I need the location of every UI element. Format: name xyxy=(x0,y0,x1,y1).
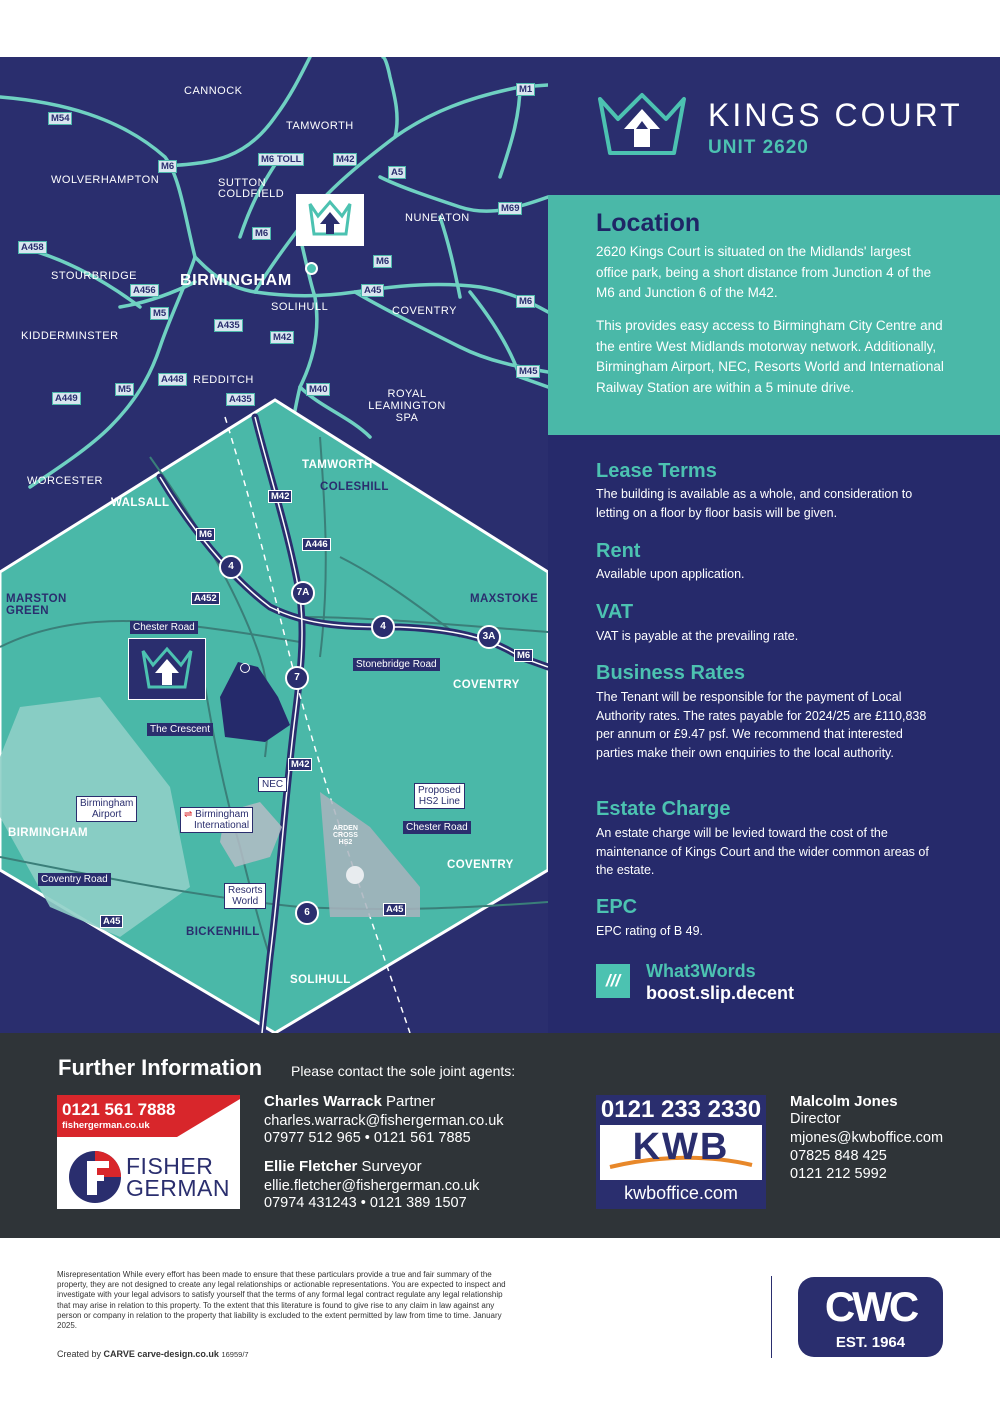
road-m5: M5 xyxy=(150,307,169,320)
place-cannock: CANNOCK xyxy=(184,85,243,97)
brand-title: KINGS COURT xyxy=(708,97,963,133)
rail-icon: ⇌ xyxy=(184,809,193,820)
road-m1: M1 xyxy=(516,83,535,96)
fisher-german-logo[interactable] xyxy=(57,1095,240,1209)
junction-7: 7 xyxy=(285,666,309,690)
overview-site-marker xyxy=(296,194,364,246)
agent-3-name: Malcolm Jones xyxy=(790,1093,898,1110)
business-rates-heading: Business Rates xyxy=(596,662,745,684)
epc-text: EPC rating of B 49. xyxy=(596,924,704,938)
label-airport-2: Airport xyxy=(91,809,122,820)
rent-heading: Rent xyxy=(596,540,641,562)
label-arden-1: ARDEN xyxy=(333,825,358,832)
inset-road-m6-b: M6 xyxy=(514,649,533,662)
label-arden-2: CROSS xyxy=(333,832,358,839)
label-bhx-2: International xyxy=(194,820,250,831)
created-prefix: Created by xyxy=(57,1349,102,1359)
place-wolverhampton: WOLVERHAMPTON xyxy=(51,174,160,186)
cwc-established: EST. 1964 xyxy=(835,1334,906,1351)
road-a5: A5 xyxy=(388,166,406,179)
road-m45: M45 xyxy=(516,365,540,378)
junction-4-m42: 4 xyxy=(371,615,395,639)
road-m5-b: M5 xyxy=(115,383,134,396)
agent-2-name: Ellie Fletcher xyxy=(264,1158,358,1175)
divider xyxy=(771,1276,772,1358)
further-subheading: Please contact the sole joint agents: xyxy=(291,1063,516,1079)
inset-coventry-2: COVENTRY xyxy=(447,859,514,871)
inset-coleshill: COLESHILL xyxy=(320,481,389,493)
inset-road-a452: A452 xyxy=(191,592,220,605)
label-arden-3: HS2 xyxy=(338,839,353,846)
agent-2-email[interactable]: ellie.fletcher@fishergerman.co.uk xyxy=(264,1178,480,1194)
created-brand: CARVE xyxy=(103,1349,135,1359)
road-m6-toll: M6 TOLL xyxy=(258,153,304,166)
estate-charge-heading: Estate Charge xyxy=(596,798,731,820)
road-m54: M54 xyxy=(48,112,72,125)
brand-header xyxy=(548,57,1000,195)
what3words-icon: /// xyxy=(596,964,630,998)
inset-marston-green: MARSTON GREEN xyxy=(6,593,67,617)
agent-2-role: Surveyor xyxy=(361,1158,422,1175)
agent-3-phone-1[interactable]: 07825 848 425 xyxy=(790,1148,887,1164)
road-m42-b: M42 xyxy=(270,331,294,344)
label-bhx-1 xyxy=(184,809,249,820)
created-ref: 16959/7 xyxy=(221,1350,249,1359)
agent-1-phones[interactable]: 07977 512 965 • 0121 561 7885 xyxy=(264,1130,471,1146)
place-kidderminster: KIDDERMINSTER xyxy=(21,330,119,342)
location-paragraph-2: This provides easy access to Birmingham City Centre and the entire West Midlands motorway network. Additionally, Birmingham Airport, NEC, Resorts World and International Railway Station are within a 5 minute drive. xyxy=(596,318,944,395)
location-paragraph-1: 2620 Kings Court is situated on the Midlands' largest office park, being a short distance from Junction 4 of the M6 and Junction 6 of the M42. xyxy=(596,244,932,300)
place-sutton-coldfield: SUTTON COLDFIELD xyxy=(218,177,285,200)
place-tamworth: TAMWORTH xyxy=(286,120,354,132)
place-coventry: COVENTRY xyxy=(392,305,457,317)
label-birmingham-international xyxy=(180,807,253,833)
brand-subtitle: UNIT 2620 xyxy=(708,137,809,158)
place-solihull: SOLIHULL xyxy=(271,301,329,313)
agent-3-role: Director xyxy=(790,1111,841,1127)
location-map[interactable] xyxy=(0,57,548,1033)
label-chester-road-east: Chester Road xyxy=(403,821,471,834)
lease-terms-text: The building is available as a whole, and consideration to letting on a floor by floor basis will be given. xyxy=(596,487,913,520)
road-a435-b: A435 xyxy=(226,393,255,406)
place-worcester: WORCESTER xyxy=(27,475,103,487)
label-the-crescent: The Crescent xyxy=(147,723,213,736)
location-heading: Location xyxy=(596,209,701,237)
fg-website: fishergerman.co.uk xyxy=(62,1120,150,1131)
inset-road-m42-b: M42 xyxy=(288,758,312,771)
kwb-logo-text: KWB xyxy=(632,1126,730,1168)
inset-site-pin xyxy=(240,663,250,673)
label-hs2-line-2: HS2 Line xyxy=(418,796,460,807)
what3words-title: What3Words xyxy=(646,961,756,981)
junction-7a: 7A xyxy=(291,581,315,605)
kwb-logo-panel xyxy=(600,1125,762,1180)
agent-2-phones[interactable]: 07974 431243 • 0121 389 1507 xyxy=(264,1195,467,1211)
further-information xyxy=(0,1033,1000,1238)
inset-bickenhill: BICKENHILL xyxy=(186,926,260,938)
inset-road-a45-b: A45 xyxy=(383,903,406,916)
label-resorts-world xyxy=(224,883,266,909)
kwb-phone: 0121 233 2330 xyxy=(600,1096,762,1123)
fg-phone: 0121 561 7888 xyxy=(62,1100,176,1119)
inset-tamworth: TAMWORTH xyxy=(302,459,373,471)
label-arden-cross xyxy=(333,825,358,846)
kings-court-logo-icon xyxy=(594,91,690,161)
business-rates-text: The Tenant will be responsible for the payment of Local Authority rates. The rates payable for 2024/25 are £110,838 per annum or £9.47 psf. We recommend that interested parties make their own enquiries to the local authority. xyxy=(596,690,927,760)
label-stonebridge-road: Stonebridge Road xyxy=(353,658,440,671)
label-hs2-line-1: Proposed xyxy=(418,785,461,796)
rent-text: Available upon application. xyxy=(596,567,745,581)
place-leamington-spa: ROYAL LEAMINGTON SPA xyxy=(368,388,446,424)
inset-coventry-arrow: COVENTRY xyxy=(453,679,520,691)
epc-heading: EPC xyxy=(596,896,638,918)
label-chester-road-west: Chester Road xyxy=(130,621,198,634)
crown-icon xyxy=(296,194,364,246)
place-birmingham: BIRMINGHAM xyxy=(180,272,292,289)
road-a456: A456 xyxy=(130,284,159,297)
estate-charge-text: An estate charge will be levied toward the cost of the maintenance of Kings Court and the wider common areas of the estate. xyxy=(596,826,929,877)
inset-walsall: WALSALL xyxy=(111,497,170,509)
junction-4-m6: 4 xyxy=(219,555,243,579)
agent-3-phone-2[interactable]: 0121 212 5992 xyxy=(790,1166,887,1182)
created-site[interactable]: carve-design.co.uk xyxy=(137,1349,219,1359)
road-a458: A458 xyxy=(18,241,47,254)
inset-road-a446: A446 xyxy=(302,538,331,551)
label-birmingham-airport xyxy=(76,796,137,822)
agent-1-role: Partner xyxy=(386,1093,436,1110)
vat-text: VAT is payable at the prevailing rate. xyxy=(596,629,799,643)
agent-3-email[interactable]: mjones@kwboffice.com xyxy=(790,1130,944,1146)
label-airport-1: Birmingham xyxy=(80,798,134,809)
junction-3a: 3A xyxy=(477,625,501,649)
map-roads xyxy=(0,57,548,1033)
agent-2 xyxy=(264,1158,422,1175)
lease-terms-heading: Lease Terms xyxy=(596,460,717,482)
inset-site-marker xyxy=(128,638,206,700)
fg-name-1: FISHER xyxy=(126,1153,214,1179)
inset-road-m6: M6 xyxy=(196,528,215,541)
overview-site-pin xyxy=(305,262,318,275)
kwb-logo[interactable] xyxy=(596,1095,766,1209)
road-m40: M40 xyxy=(306,383,330,396)
agent-1-name: Charles Warrack xyxy=(264,1093,382,1110)
label-resorts-1: Resorts xyxy=(228,885,263,896)
agent-1-email[interactable]: charles.warrack@fishergerman.co.uk xyxy=(264,1113,504,1129)
road-m6: M6 xyxy=(158,160,177,173)
road-a45: A45 xyxy=(361,284,384,297)
label-bhx-1-text: Birmingham xyxy=(195,809,249,820)
road-m69: M69 xyxy=(498,202,522,215)
inset-solihull: SOLIHULL xyxy=(290,974,351,986)
road-a449: A449 xyxy=(52,392,81,405)
inset-maxstoke: MAXSTOKE xyxy=(470,593,539,605)
road-m6-b: M6 xyxy=(252,227,271,240)
cwc-logo-text: CWC xyxy=(824,1283,917,1330)
label-resorts-2: World xyxy=(232,896,259,907)
cwc-logo xyxy=(798,1277,943,1357)
inset-road-a45: A45 xyxy=(100,915,123,928)
disclaimer: Misrepresentation While every effort has been made to ensure that these particulars provide a true and fair summary of the property, they are not designed to create any legal relationships or actionable representations. You are expected to inspect and investigate with your legal advisors to satisfy yourself that the terms of any formal legal contract regulate any legal relationship that may arise in relation to this property. To the extent that this literature is found to give rise to any claim in law against any person or company in relation to the property that liability is excluded to the extent permitted by law from time to time. January 2025. xyxy=(57,1270,506,1331)
crown-icon-inset xyxy=(129,639,205,699)
place-nuneaton: NUNEATON xyxy=(405,212,470,224)
fg-name-2: GERMAN xyxy=(126,1175,230,1201)
place-stourbridge: STOURBRIDGE xyxy=(51,270,137,282)
road-a435: A435 xyxy=(214,319,243,332)
road-m42: M42 xyxy=(333,153,357,166)
label-nec: NEC xyxy=(258,777,287,792)
road-a448: A448 xyxy=(158,373,187,386)
created-by xyxy=(57,1349,249,1359)
junction-6: 6 xyxy=(295,901,319,925)
location-section xyxy=(548,195,1000,435)
road-m6-d: M6 xyxy=(516,295,535,308)
agent-1 xyxy=(264,1093,435,1110)
inset-birmingham: BIRMINGHAM xyxy=(8,827,89,839)
details-section xyxy=(548,435,1000,1033)
further-heading: Further Information xyxy=(58,1055,263,1080)
road-m6-c: M6 xyxy=(373,255,392,268)
kwb-website: kwboffice.com xyxy=(624,1183,738,1203)
label-coventry-road: Coventry Road xyxy=(38,873,111,886)
label-hs2-line xyxy=(414,783,465,809)
place-redditch: REDDITCH xyxy=(193,374,254,386)
vat-heading: VAT xyxy=(596,601,634,623)
inset-road-m42: M42 xyxy=(268,490,292,503)
what3words-address[interactable]: boost.slip.decent xyxy=(646,983,795,1003)
